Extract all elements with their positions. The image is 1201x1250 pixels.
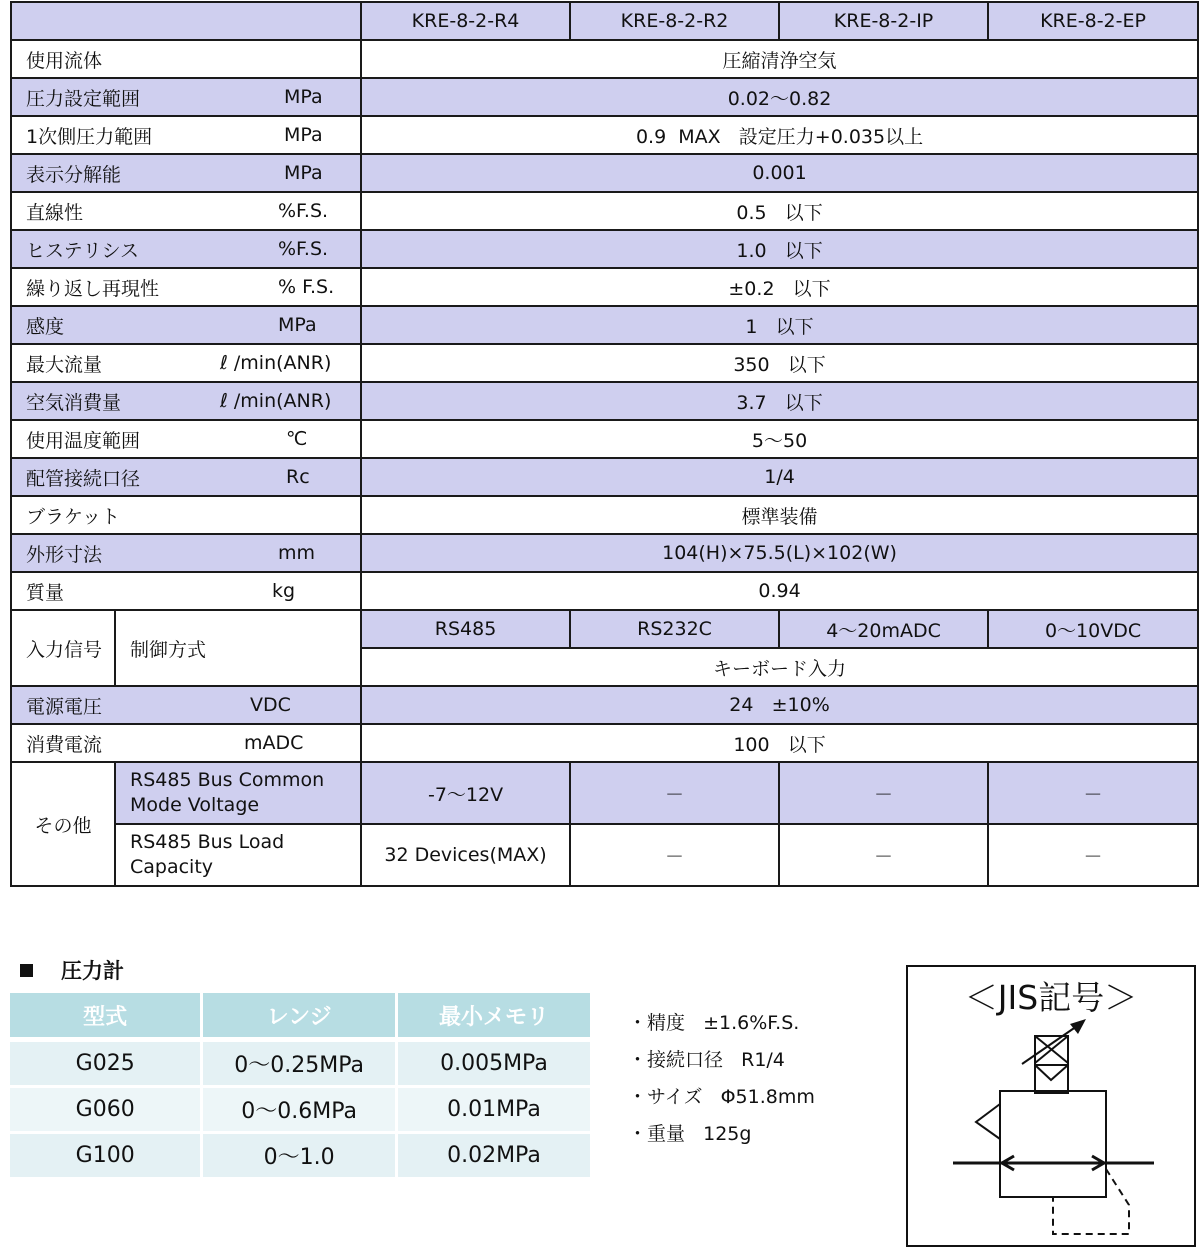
- spec-unit: VDC: [250, 694, 291, 716]
- gauge-row: [10, 1042, 590, 1088]
- other-value: －: [570, 762, 779, 824]
- spec-label: ブラケット: [26, 505, 121, 528]
- spec-label-cell: [11, 534, 361, 572]
- spec-value: 0.001: [361, 154, 1198, 192]
- pressure-gauge-title: 圧力計: [61, 959, 124, 983]
- spec-label: 外形寸法: [26, 543, 103, 566]
- spec-value: 1.0 以下: [361, 230, 1198, 268]
- gauge-min-scale: 0.02MPa: [398, 1134, 590, 1180]
- other-sub-label: [115, 762, 361, 824]
- spec-label: 空気消費量: [26, 391, 122, 414]
- note-weight: ・重量 125g: [628, 1123, 752, 1145]
- spec-label: 質量: [26, 581, 65, 604]
- spec-row: [11, 420, 1198, 458]
- spec-value: 0.9 MAX 設定圧力+0.035以上: [361, 116, 1198, 154]
- input-signal-row: [11, 610, 1198, 648]
- other-value: -7～12V: [361, 762, 570, 824]
- pressure-gauge-table: [7, 993, 593, 1180]
- spec-value: 1 以下: [361, 306, 1198, 344]
- signal-type: RS485: [361, 610, 570, 648]
- spec-unit: ℃: [286, 428, 308, 450]
- jis-symbol-title: ＜JIS記号＞: [964, 978, 1138, 1017]
- spec-row: [11, 572, 1198, 610]
- model-header-row: [11, 2, 1198, 40]
- spec-table: [10, 1, 1199, 887]
- spec-unit: kg: [272, 580, 296, 602]
- spec-row: [11, 344, 1198, 382]
- spec-value: 標準装備: [361, 496, 1198, 534]
- other-value: －: [988, 762, 1198, 824]
- signal-type: RS232C: [570, 610, 779, 648]
- spec-label-cell: [11, 420, 361, 458]
- spec-row: [11, 192, 1198, 230]
- spec-unit: ℓ /min(ANR): [220, 390, 332, 412]
- spec-label-cell: [11, 154, 361, 192]
- spec-label-cell: [11, 382, 361, 420]
- other-value: －: [570, 824, 779, 886]
- other-sub-label-line: Capacity: [130, 856, 214, 878]
- other-sub-label-line: RS485 Bus Load: [130, 831, 285, 853]
- spec-value: 0.94: [361, 572, 1198, 610]
- spec-unit: % F.S.: [278, 276, 335, 298]
- spec-row: [11, 458, 1198, 496]
- model-header: KRE-8-2-R2: [570, 2, 779, 40]
- other-sub-label-line: RS485 Bus Common: [130, 769, 325, 791]
- spec-label: 使用流体: [26, 49, 103, 72]
- spec-value: 1/4: [361, 458, 1198, 496]
- spec-label: 1次側圧力範囲: [26, 125, 153, 148]
- spec-row: [11, 154, 1198, 192]
- spec-unit: MPa: [284, 86, 323, 108]
- input-signal-label: 入力信号: [11, 610, 115, 686]
- spec-label-cell: [11, 40, 361, 78]
- spec-label-cell: [11, 78, 361, 116]
- spec-unit: %F.S.: [278, 200, 329, 222]
- other-value: －: [779, 762, 988, 824]
- signal-type: 0～10VDC: [988, 610, 1198, 648]
- spec-row: [11, 306, 1198, 344]
- spec-row: [11, 40, 1198, 78]
- other-sub-label-line: Mode Voltage: [130, 794, 260, 816]
- model-header: KRE-8-2-R4: [361, 2, 570, 40]
- spec-unit: MPa: [278, 314, 317, 336]
- spec-unit: MPa: [284, 162, 323, 184]
- spec-row: [11, 496, 1198, 534]
- spec-label-cell: [11, 306, 361, 344]
- gauge-header-row: [10, 993, 590, 1042]
- spec-value: 圧縮清浄空気: [361, 40, 1198, 78]
- other-row: [11, 824, 1198, 886]
- spec-value: 0.5 以下: [361, 192, 1198, 230]
- spec-unit: MPa: [284, 124, 323, 146]
- spec-value: 5～50: [361, 420, 1198, 458]
- spec-row: [11, 116, 1198, 154]
- control-method-label: 制御方式: [115, 610, 361, 686]
- spec-label-cell: [11, 686, 361, 724]
- gauge-min-scale: 0.005MPa: [398, 1042, 590, 1088]
- spec-label: ヒステリシス: [26, 239, 140, 262]
- spec-label-cell: [11, 724, 361, 762]
- spec-row: [11, 534, 1198, 572]
- spec-value: 100 以下: [361, 724, 1198, 762]
- spec-label-cell: [11, 344, 361, 382]
- other-label: その他: [11, 762, 115, 886]
- spec-label: 圧力設定範囲: [26, 87, 141, 110]
- other-value: －: [779, 824, 988, 886]
- gauge-header: レンジ: [203, 993, 395, 1042]
- spec-row: [11, 724, 1198, 762]
- spec-value: 350 以下: [361, 344, 1198, 382]
- gauge-model: G025: [10, 1042, 200, 1088]
- other-value: 32 Devices(MAX): [361, 824, 570, 886]
- pressure-gauge-heading: [20, 955, 124, 985]
- spec-unit: mm: [278, 542, 316, 564]
- spec-row: [11, 268, 1198, 306]
- spec-label: 最大流量: [26, 353, 103, 376]
- spec-label-cell: [11, 572, 361, 610]
- gauge-range: 0～0.6MPa: [203, 1088, 395, 1134]
- spec-unit: Rc: [286, 466, 310, 488]
- gauge-range: 0～1.0: [203, 1134, 395, 1180]
- model-header: KRE-8-2-IP: [779, 2, 988, 40]
- signal-type: 4～20mADC: [779, 610, 988, 648]
- spec-label: 電源電圧: [26, 695, 103, 718]
- spec-row: [11, 230, 1198, 268]
- spec-label-cell: [11, 116, 361, 154]
- note-accuracy: ・精度 ±1.6%F.S.: [628, 1012, 800, 1034]
- gauge-row: [10, 1088, 590, 1134]
- gauge-header: 最小メモリ: [398, 993, 590, 1042]
- spec-unit: %F.S.: [278, 238, 329, 260]
- manual-input-value: キーボード入力: [361, 648, 1198, 686]
- header-corner: [11, 2, 361, 40]
- gauge-notes: [628, 1005, 815, 1153]
- spec-label-cell: [11, 230, 361, 268]
- note-size: ・サイズ Φ51.8mm: [628, 1086, 815, 1108]
- gauge-model: G060: [10, 1088, 200, 1134]
- spec-value: 104(H)×75.5(L)×102(W): [361, 534, 1198, 572]
- note-connection: ・接続口径 R1/4: [628, 1049, 785, 1071]
- other-sub-label: [115, 824, 361, 886]
- spec-label: 使用温度範囲: [26, 429, 141, 452]
- square-bullet-icon: [20, 964, 33, 977]
- spec-label: 表示分解能: [26, 163, 122, 186]
- regulator-symbol-icon: [908, 967, 1198, 1249]
- gauge-range: 0～0.25MPa: [203, 1042, 395, 1088]
- spec-value: 3.7 以下: [361, 382, 1198, 420]
- spec-value: ±0.2 以下: [361, 268, 1198, 306]
- gauge-header: 型式: [10, 993, 200, 1042]
- jis-symbol-box: [906, 965, 1196, 1247]
- spec-label-cell: [11, 268, 361, 306]
- spec-label: 直線性: [26, 201, 84, 224]
- spec-label: 繰り返し再現性: [26, 277, 160, 300]
- spec-unit: mADC: [244, 732, 304, 754]
- gauge-row: [10, 1134, 590, 1180]
- spec-label-cell: [11, 458, 361, 496]
- model-header: KRE-8-2-EP: [988, 2, 1198, 40]
- spec-label-cell: [11, 192, 361, 230]
- gauge-min-scale: 0.01MPa: [398, 1088, 590, 1134]
- spec-unit: ℓ /min(ANR): [220, 352, 332, 374]
- spec-row: [11, 382, 1198, 420]
- spec-value: 24 ±10%: [361, 686, 1198, 724]
- gauge-model: G100: [10, 1134, 200, 1180]
- spec-value: 0.02～0.82: [361, 78, 1198, 116]
- spec-label: 配管接続口径: [26, 467, 141, 490]
- other-row: [11, 762, 1198, 824]
- spec-label: 消費電流: [26, 733, 103, 756]
- spec-label-cell: [11, 496, 361, 534]
- spec-label: 感度: [26, 315, 65, 338]
- spec-row: [11, 78, 1198, 116]
- other-value: －: [988, 824, 1198, 886]
- spec-row: [11, 686, 1198, 724]
